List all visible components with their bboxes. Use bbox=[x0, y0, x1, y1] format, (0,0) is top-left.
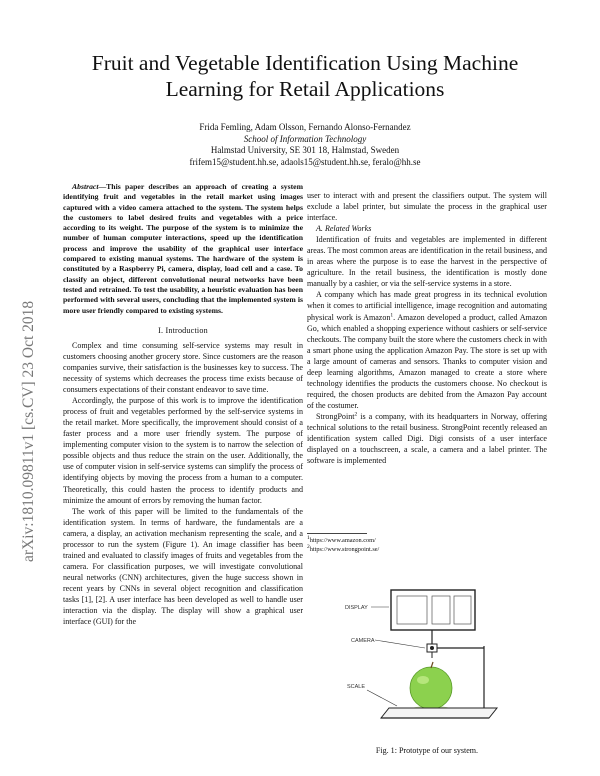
prototype-illustration bbox=[337, 584, 517, 736]
camera-label: CAMERA bbox=[351, 638, 375, 644]
camera-lens bbox=[430, 646, 434, 650]
intro-paragraph-2: Accordingly, the purpose of this work is to improve the identification process of fruit and vegetables performed by the self-service systems in the retail market. More specifically, the improvement should consist of a faster process and a more user friendly system. The purpose of implementing computer vision to the system is to narrow the selection of possible objects and thus reduce the strain on the user. Additionally, the use of computer vision in self-service systems can simplify the process of identifying objects by moving the process from a human to a computer. Theoretically, this could hasten the process to identify products and minimize the amount of errors by removing the human factor. bbox=[63, 396, 303, 505]
section-heading-introduction: I. Introduction bbox=[158, 325, 208, 335]
display-screen-box-2 bbox=[432, 596, 450, 624]
title-line-1: Fruit and Vegetable Identification Using Machine bbox=[91, 51, 519, 75]
scale-pointer bbox=[367, 690, 397, 706]
related-paragraph-2 bbox=[307, 289, 547, 411]
footnote-rule bbox=[307, 533, 367, 534]
abstract-label: Abstract bbox=[72, 182, 99, 191]
footnote-2-number: 2 bbox=[307, 543, 310, 550]
address: Halmstad University, SE 301 18, Halmstad, Sweden bbox=[210, 145, 400, 155]
footnote-1-number: 1 bbox=[307, 534, 310, 541]
display-screen-box-1 bbox=[397, 596, 427, 624]
left-column bbox=[63, 182, 303, 627]
footnote-2-link[interactable]: https://www.strongpoint.se/ bbox=[309, 546, 380, 553]
paper-title bbox=[60, 50, 550, 102]
affiliation: School of Information Technology bbox=[243, 133, 367, 144]
intro-paragraph-continued: user to interact with and present the classifiers output. The system will exclude a label printer, but simulate the process in the graphical user interface. bbox=[307, 191, 547, 223]
footnotes bbox=[307, 533, 547, 554]
footnote-mark-2: 2 bbox=[354, 411, 358, 418]
intro-paragraph-1: Complex and time consuming self-service systems may result in customers choosing another grocery store. Since customers are the reason companies survive, their satisfaction is the businesses key to success. The necessity of systems which decreases the process time exists because of consumers expectations of their constant endeavor to save time. bbox=[63, 340, 303, 395]
related-paragraph-3-end: is a company, with its headquarters in Norway, offering technical solutions to the retail business. StrongPoint recently released an identification system called Digi. Digi consists of a user interface displayed on a touchscreen, a scale, a camera and a label printer. The software is implemented bbox=[307, 411, 547, 466]
fruit-highlight bbox=[417, 676, 429, 684]
camera-pointer bbox=[375, 640, 425, 648]
abstract bbox=[63, 182, 303, 316]
figure-caption: Fig. 1: Prototype of our system. bbox=[375, 746, 479, 755]
fruit-apple bbox=[410, 667, 452, 709]
title-line-2: Learning for Retail Applications bbox=[165, 77, 445, 101]
related-paragraph-1: Identification of fruits and vegetables are implemented in different areas. The most common areas are identification in the retail business, and in areas where the purpose is to ease the harvest in the perspective of agriculture. In the retail business, the identification is mostly done manually by a cashier, or via the self-service systems in a store. bbox=[307, 235, 547, 289]
subsection-heading-related-works: A. Related Works bbox=[316, 224, 372, 234]
right-column bbox=[307, 190, 547, 466]
author-names: Frida Femling, Adam Olsson, Fernando Alonso-Fernandez bbox=[199, 122, 411, 132]
scale-label: SCALE bbox=[347, 684, 366, 690]
related-paragraph-2-end: . Amazon developed a product, called Amazon Go, which enabled a shopping experience without cashiers or self-service checkouts. The company built the store where the customers check in with a smart phone using the application Amazon Pay. The store is set up with a large amount of cameras and sensors. Thanks to computer vision and deep learning algorithms, Amazon managed to create a store where technology identifies the products the customers choose. No checkout is required, the chosen products are debited from the Amazon Pay account of the costumer. bbox=[307, 312, 548, 410]
footnote-1-link[interactable]: https://www.amazon.com/ bbox=[309, 537, 376, 544]
display-label: DISPLAY bbox=[345, 605, 368, 611]
figure-prototype bbox=[337, 584, 517, 736]
related-paragraph-3-start: StrongPoint bbox=[316, 411, 355, 421]
related-paragraph-2-start: A company which has made great progress in its technical evolution when it comes to artificial intelligence, image recognition and automating physical work is Amazon bbox=[307, 290, 547, 322]
related-paragraph-3 bbox=[307, 411, 547, 466]
display-screen-box-3 bbox=[454, 596, 471, 624]
arxiv-stamp bbox=[14, 210, 40, 570]
abstract-text: —This paper describes an approach of creating a system identifying fruit and vegetables in the retail market using images captured with a video camera attached to the system. The system helps the customers to label desired fruits and vegetables with a price according to its weight. The purpose of the system is to minimize the number of human computer interactions, speed up the identification process and improve the usability of the graphical user interface compared to existing manual systems. The hardware of the system is constituted by a Raspberry Pi, camera, display, load cell and a case. To classify an object, different convolutional neural networks have been tested and retrained. To test the usability, a heuristic evaluation has been performed with several users, concluding that the implemented system is more user friendly compared to existing systems. bbox=[63, 182, 303, 315]
author-block bbox=[60, 122, 550, 168]
scale-platform bbox=[381, 708, 497, 718]
arxiv-stamp-text: arXiv:1810.09811v1 [cs.CV] 23 Oct 2018 bbox=[20, 300, 37, 562]
intro-paragraph-3: The work of this paper will be limited to the fundamentals of the identification system. In terms of hardware, the fundamentals are a camera, a display, an activation mechanism representing the scale, and a processor to run the system (Figure 1). An image classifier has been trained and evaluated to classify images of fruits and vegetables from the camera. For classification purposes, we will investigate convolutional neural networks (CNN) architectures, given the huge success shown in recent years by CNNs in several object recognition and classification tasks [1], [2]. A user interface has been developed as well to handle user interaction via the display. The display will show a graphical user interface (GUI) for the bbox=[63, 506, 303, 627]
footnote-1 bbox=[307, 536, 547, 545]
author-emails: frifem15@student.hh.se, adaols15@student.hh.se, feralo@hh.se bbox=[189, 156, 421, 167]
footnote-2 bbox=[307, 545, 547, 554]
footnote-mark-1: 1 bbox=[390, 311, 394, 318]
